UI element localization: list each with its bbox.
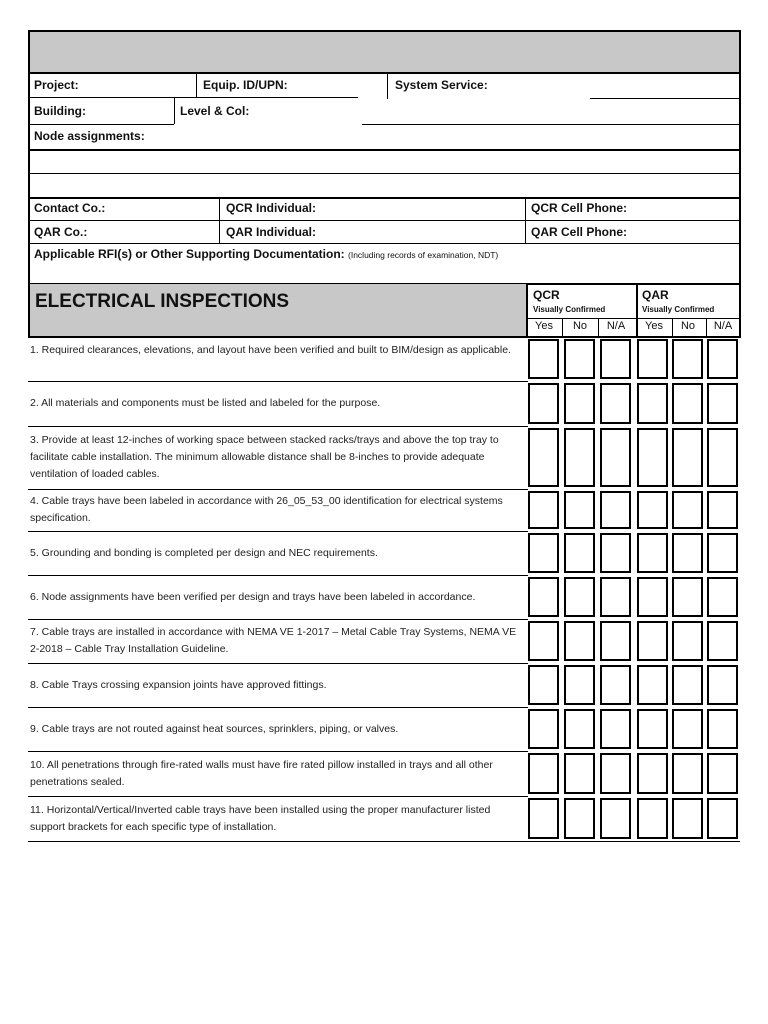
- checkbox-qcr-no-item-1[interactable]: [564, 339, 595, 379]
- node-underline: [28, 149, 741, 151]
- rfi-note: (Including records of examination, NDT): [348, 250, 499, 260]
- checkbox-qar-na-item-2[interactable]: [707, 383, 738, 424]
- blank-row-line: [28, 197, 741, 199]
- checkbox-qar-no-item-3[interactable]: [672, 428, 703, 487]
- checkbox-qar-yes-item-4[interactable]: [637, 491, 668, 529]
- checkbox-qcr-yes-item-2[interactable]: [528, 383, 559, 424]
- checkbox-qar-na-item-11[interactable]: [707, 798, 738, 839]
- checkbox-qcr-yes-item-11[interactable]: [528, 798, 559, 839]
- checklist-item-5: 5. Grounding and bonding is completed per design and NEC requirements.: [30, 546, 378, 559]
- checkbox-qar-na-item-3[interactable]: [707, 428, 738, 487]
- level-underline: [362, 124, 740, 125]
- checkbox-qar-yes-item-11[interactable]: [637, 798, 668, 839]
- checkbox-qcr-na-item-3[interactable]: [600, 428, 631, 487]
- checkbox-qar-no-item-5[interactable]: [672, 533, 703, 573]
- checkbox-qar-na-item-4[interactable]: [707, 491, 738, 529]
- equip-label: Equip. ID/UPN:: [203, 78, 288, 92]
- checkbox-qar-no-item-2[interactable]: [672, 383, 703, 424]
- row-divider: [28, 707, 528, 708]
- row-divider: [28, 531, 528, 532]
- checkbox-qcr-na-item-7[interactable]: [600, 621, 631, 661]
- checkbox-qar-no-item-10[interactable]: [672, 753, 703, 794]
- checkbox-qcr-na-item-11[interactable]: [600, 798, 631, 839]
- checklist-item-9: 9. Cable trays are not routed against heat sources, sprinklers, piping, or valves.: [30, 722, 399, 735]
- checkbox-qar-yes-item-9[interactable]: [637, 709, 668, 749]
- qar-underline: [28, 243, 740, 244]
- checklist-item-10: 10. All penetrations through fire-rated walls must have fire rated pillow installed in trays and all other penetrations sealed.: [30, 758, 493, 788]
- checkbox-qar-no-item-11[interactable]: [672, 798, 703, 839]
- row-divider: [28, 381, 528, 382]
- divider: [174, 97, 175, 124]
- checkbox-qar-no-item-8[interactable]: [672, 665, 703, 705]
- checkbox-qcr-na-item-9[interactable]: [600, 709, 631, 749]
- rfi-label: [34, 247, 498, 261]
- checkbox-qar-no-item-7[interactable]: [672, 621, 703, 661]
- checkbox-qcr-no-item-11[interactable]: [564, 798, 595, 839]
- checkbox-qcr-no-item-6[interactable]: [564, 577, 595, 617]
- node-label: Node assignments:: [34, 129, 145, 143]
- contact-label: Contact Co.:: [34, 201, 106, 215]
- checkbox-qcr-yes-item-9[interactable]: [528, 709, 559, 749]
- qcr-na-header: N/A: [606, 320, 626, 332]
- checkbox-qar-yes-item-1[interactable]: [637, 339, 668, 379]
- checkbox-qcr-no-item-5[interactable]: [564, 533, 595, 573]
- checkbox-qcr-na-item-4[interactable]: [600, 491, 631, 529]
- row-divider: [28, 575, 528, 576]
- checkbox-qar-yes-item-2[interactable]: [637, 383, 668, 424]
- qar-yes-header: Yes: [645, 320, 663, 332]
- qar-phone-label: QAR Cell Phone:: [531, 225, 628, 239]
- level-label: Level & Col:: [180, 104, 250, 118]
- checkbox-qcr-na-item-10[interactable]: [600, 753, 631, 794]
- checkbox-qar-na-item-9[interactable]: [707, 709, 738, 749]
- checkbox-qar-na-item-10[interactable]: [707, 753, 738, 794]
- checkbox-qar-na-item-8[interactable]: [707, 665, 738, 705]
- checkbox-qar-yes-item-7[interactable]: [637, 621, 668, 661]
- checkbox-qcr-no-item-7[interactable]: [564, 621, 595, 661]
- checkbox-qcr-yes-item-5[interactable]: [528, 533, 559, 573]
- checklist-item-8: 8. Cable Trays crossing expansion joints have approved fittings.: [30, 678, 327, 691]
- row-divider: [28, 489, 528, 490]
- frame-top: [28, 30, 741, 32]
- qcr-individual-label: QCR Individual:: [226, 201, 316, 215]
- checkbox-qcr-na-item-5[interactable]: [600, 533, 631, 573]
- checklist-item-11: 11. Horizontal/Vertical/Inverted cable trays have been installed using the proper manufacturer listed support brackets for each specific type of installation.: [30, 803, 491, 833]
- qar-no-header: No: [680, 320, 696, 332]
- form-title-bar: [29, 31, 740, 72]
- blank-row-line: [28, 173, 740, 174]
- checkbox-qar-no-item-4[interactable]: [672, 491, 703, 529]
- qar-na-header: N/A: [713, 320, 733, 332]
- building-label: Building:: [34, 104, 86, 118]
- system-label: System Service:: [395, 78, 488, 92]
- checklist-item-4: 4. Cable trays have been labeled in accordance with 26_05_53_00 identification for electrical systems specification.: [30, 495, 503, 524]
- checklist-item-6: 6. Node assignments have been verified per design and trays have been labeled in accordance.: [30, 590, 476, 603]
- qcr-visually-confirmed: Visually Confirmed: [533, 305, 606, 314]
- checkbox-qcr-no-item-2[interactable]: [564, 383, 595, 424]
- row-divider: [28, 619, 528, 620]
- checkbox-qcr-no-item-9[interactable]: [564, 709, 595, 749]
- checkbox-qar-no-item-9[interactable]: [672, 709, 703, 749]
- checklist-bottom: [28, 841, 740, 842]
- qcr-header: QCR: [533, 288, 560, 302]
- checkbox-qcr-no-item-4[interactable]: [564, 491, 595, 529]
- qcr-yes-header: Yes: [535, 320, 553, 332]
- checkbox-qar-yes-item-6[interactable]: [637, 577, 668, 617]
- checkbox-qcr-yes-item-1[interactable]: [528, 339, 559, 379]
- row-divider: [28, 426, 528, 427]
- row-divider: [28, 751, 528, 752]
- qar-co-label: QAR Co.:: [34, 225, 88, 239]
- divider: [196, 72, 197, 97]
- frame-left: [28, 30, 30, 284]
- checklist-item-2: 2. All materials and components must be listed and labeled for the purpose.: [30, 397, 381, 409]
- colhdr-top: [526, 318, 740, 319]
- checkbox-qar-yes-item-8[interactable]: [637, 665, 668, 705]
- frame-right: [739, 30, 741, 284]
- checkbox-qcr-yes-item-7[interactable]: [528, 621, 559, 661]
- section-bottom: [28, 336, 741, 338]
- checklist-item-7: 7. Cable trays are installed in accordance with NEMA VE 1-2017 – Metal Cable Tray Systems, NEMA VE 2-2018 – Cable Tray Installation Guideline.: [30, 626, 517, 655]
- checkbox-qar-na-item-5[interactable]: [707, 533, 738, 573]
- building-underline: [28, 124, 174, 125]
- rfi-label-text: Applicable RFI(s) or Other Supporting Documentation:: [34, 247, 345, 261]
- qar-header: QAR: [642, 288, 669, 302]
- qar-individual-label: QAR Individual:: [226, 225, 316, 239]
- qcr-no-header: No: [572, 320, 588, 332]
- checkbox-qcr-na-item-6[interactable]: [600, 577, 631, 617]
- checkbox-qcr-yes-item-8[interactable]: [528, 665, 559, 705]
- checkbox-qcr-yes-item-3[interactable]: [528, 428, 559, 487]
- divider: [387, 72, 388, 99]
- checkbox-qar-no-item-1[interactable]: [672, 339, 703, 379]
- row-divider: [28, 663, 528, 664]
- divider: [525, 197, 526, 244]
- section-title: ELECTRICAL INSPECTIONS: [35, 291, 290, 312]
- title-bottom: [28, 72, 741, 74]
- checkbox-qcr-yes-item-4[interactable]: [528, 491, 559, 529]
- checkbox-qar-no-item-6[interactable]: [672, 577, 703, 617]
- checkbox-qcr-no-item-3[interactable]: [564, 428, 595, 487]
- checkbox-qcr-no-item-10[interactable]: [564, 753, 595, 794]
- qcr-phone-label: QCR Cell Phone:: [531, 201, 628, 215]
- divider: [219, 197, 220, 244]
- checkbox-qcr-yes-item-10[interactable]: [528, 753, 559, 794]
- qar-visually-confirmed: Visually Confirmed: [642, 305, 715, 314]
- project-underline: [28, 97, 358, 98]
- system-underline: [590, 98, 740, 99]
- project-label: Project:: [34, 78, 79, 92]
- checkbox-qar-yes-item-10[interactable]: [637, 753, 668, 794]
- checkbox-qar-yes-item-3[interactable]: [637, 428, 668, 487]
- row-divider: [28, 796, 528, 797]
- checklist-item-1: 1. Required clearances, elevations, and layout have been verified and built to BIM/design as applicable.: [30, 344, 511, 356]
- checkbox-qar-yes-item-5[interactable]: [637, 533, 668, 573]
- checkbox-qcr-na-item-2[interactable]: [600, 383, 631, 424]
- checkbox-qcr-na-item-1[interactable]: [600, 339, 631, 379]
- checkbox-qcr-na-item-8[interactable]: [600, 665, 631, 705]
- checkbox-qar-na-item-7[interactable]: [707, 621, 738, 661]
- section-left: [28, 283, 30, 338]
- checkbox-qar-na-item-6[interactable]: [707, 577, 738, 617]
- checkbox-qcr-yes-item-6[interactable]: [528, 577, 559, 617]
- contact-underline: [28, 220, 740, 221]
- checkbox-qcr-no-item-8[interactable]: [564, 665, 595, 705]
- checkbox-qar-na-item-1[interactable]: [707, 339, 738, 379]
- checklist-item-3: 3. Provide at least 12-inches of working space between stacked racks/trays and above the top tray to facilitate cable installation. The minimum allowable distance shall be 8-inches to provide adequate ventilation of loaded cables.: [30, 434, 499, 480]
